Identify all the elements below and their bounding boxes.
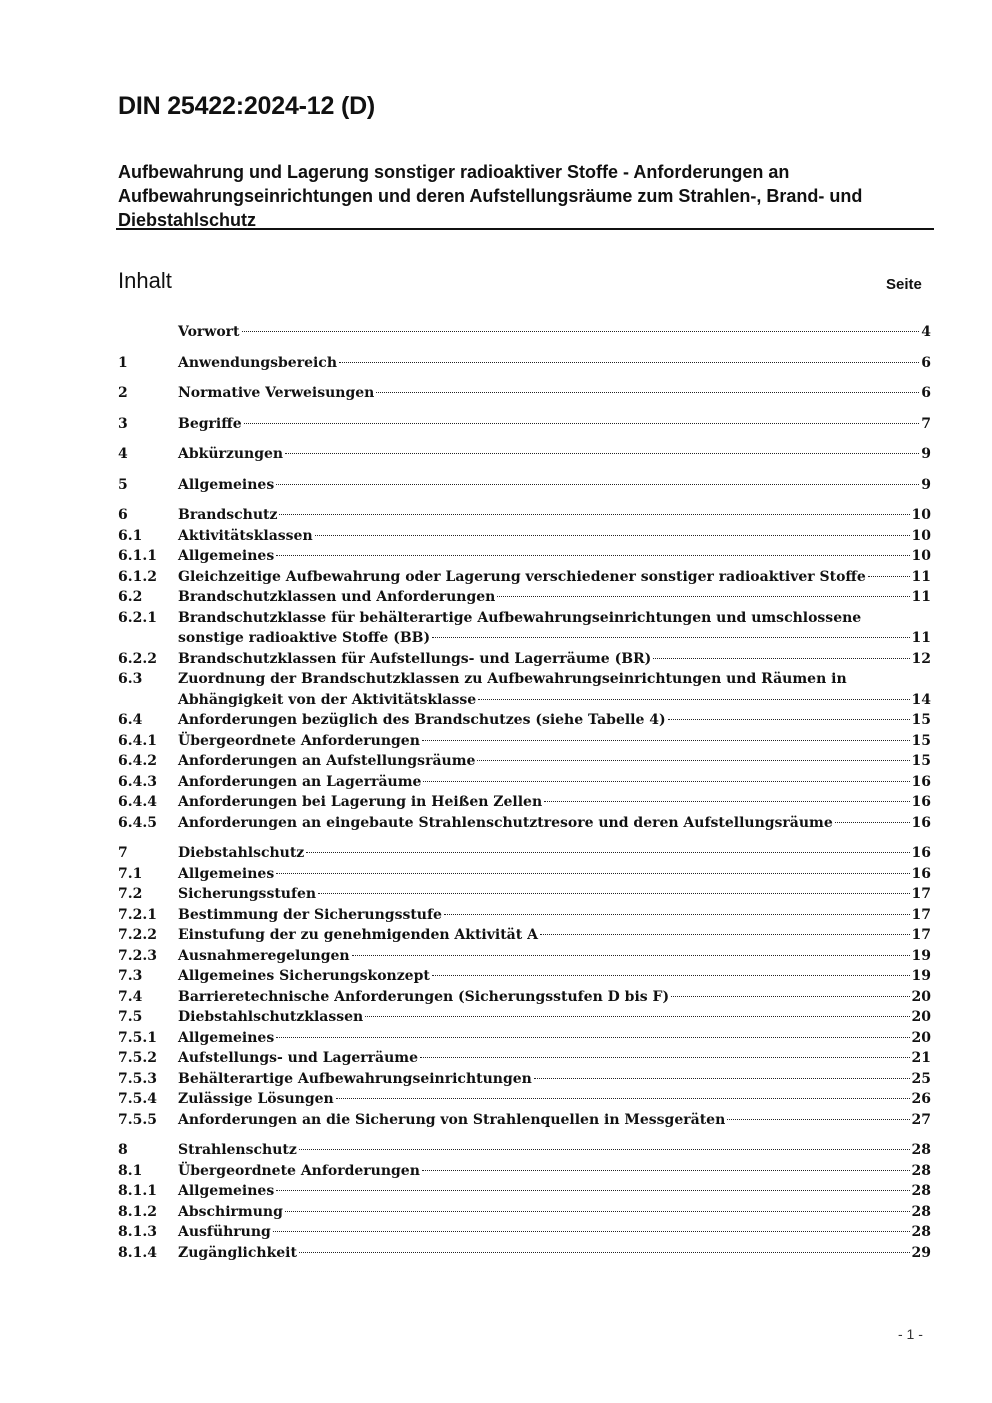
toc-entry-label: Anforderungen bezüglich des Brandschutzes (siehe Tabelle 4) (178, 712, 666, 728)
toc-leader-dots (276, 1190, 909, 1191)
toc-entry-number: 7.5 (118, 1009, 143, 1025)
toc-entry[interactable] (118, 1089, 931, 1110)
toc-entry-label: Aktivitätsklassen (178, 527, 313, 544)
toc-entry-label: Brandschutz (178, 507, 278, 523)
toc-leader-dots (668, 719, 910, 720)
toc-entry-label: Bestimmung der Sicherungsstufe (178, 906, 442, 923)
toc-entry-page: 6 (921, 385, 931, 401)
toc-leader-dots (339, 362, 919, 363)
toc-entry-number: 6.4.4 (118, 794, 157, 810)
toc-entry-number: 6 (118, 507, 128, 523)
toc-entry[interactable] (118, 864, 931, 885)
toc-entry-page: 28 (911, 1183, 931, 1199)
toc-entry[interactable] (118, 946, 931, 967)
toc-entry-label: Diebstahlschutzklassen (178, 1009, 364, 1025)
toc-entry-page: 28 (911, 1142, 931, 1158)
toc-entry-label: Brandschutzklassen für Aufstellungs- und Lagerräume (BR) (178, 650, 652, 667)
toc-entry-label: Zulässige Lösungen (178, 1091, 334, 1107)
toc-entry-number: 6.1.1 (118, 548, 157, 564)
toc-entry-number: 7.5.2 (118, 1050, 157, 1066)
toc-leader-dots (365, 1016, 909, 1017)
toc-entry-number: 1 (118, 354, 128, 371)
toc-entry-number: 3 (118, 415, 128, 432)
toc-leader-dots (376, 392, 919, 393)
toc-entry-label: Ausnahmeregelungen (178, 947, 350, 964)
toc-entry-page: 11 (911, 589, 931, 605)
toc-entry-number: 8 (118, 1142, 128, 1158)
toc-entry-page: 17 (911, 886, 931, 902)
toc-leader-dots (422, 740, 910, 741)
toc-leader-dots (835, 822, 910, 823)
toc-entry[interactable] (118, 792, 931, 813)
toc-entry-number: 6.2.2 (118, 650, 157, 667)
toc-entry[interactable] (118, 383, 931, 404)
toc-entry-label: Barrieretechnische Anforderungen (Sicherungsstufen D bis F) (178, 988, 670, 1005)
toc-entry-label-continuation: sonstige radioaktive Stoffe (BB) (178, 630, 431, 646)
toc-entry-label: Brandschutzklassen und Anforderungen (178, 589, 496, 605)
toc-entry-number: 6.2 (118, 589, 143, 605)
toc-entry-page: 11 (911, 568, 931, 585)
toc-entry-page: 10 (911, 548, 931, 564)
toc-entry-page: 11 (911, 630, 931, 646)
toc-leader-dots (420, 1057, 909, 1058)
toc-entry-page: 25 (911, 1070, 931, 1087)
toc-entry[interactable] (118, 444, 931, 465)
toc-entry[interactable] (118, 1069, 931, 1090)
toc-entry-label: Allgemeines (178, 865, 275, 882)
toc-entry-number: 6.3 (118, 671, 143, 687)
toc-entry-label: Ausführung (178, 1224, 271, 1240)
toc-entry-number: 6.4.1 (118, 732, 157, 749)
toc-entry-number: 6.1.2 (118, 568, 157, 585)
toc-entry[interactable] (118, 843, 931, 864)
toc-entry-label: Anforderungen an die Sicherung von Strahlenquellen in Messgeräten (178, 1111, 726, 1128)
toc-entry[interactable] (118, 567, 931, 588)
toc-entry[interactable] (118, 751, 931, 772)
toc-entry[interactable] (118, 731, 931, 752)
toc-entry-number: 7.4 (118, 988, 143, 1005)
toc-entry-page: 17 (911, 906, 931, 923)
toc-entry-label: Gleichzeitige Aufbewahrung oder Lagerung verschiedener sonstiger radioaktiver Stoffe (178, 568, 866, 585)
toc-entry[interactable] (118, 1140, 931, 1161)
toc-entry-page: 6 (921, 354, 931, 371)
toc-entry-page: 15 (911, 753, 931, 769)
toc-entry[interactable] (118, 813, 931, 834)
toc-entry[interactable] (118, 905, 931, 926)
toc-leader-dots (544, 801, 909, 802)
toc-entry[interactable] (118, 414, 931, 435)
toc-entry-page: 19 (911, 968, 931, 984)
toc-entry-number: 6.2.1 (118, 609, 157, 626)
toc-entry-page: 10 (911, 527, 931, 544)
toc-leader-dots (299, 1149, 910, 1150)
toc-entry-page: 16 (911, 865, 931, 882)
toc-entry-number: 7.2.2 (118, 927, 157, 943)
toc-entry-page: 29 (911, 1244, 931, 1261)
toc-entry[interactable] (118, 772, 931, 793)
toc-entry-number: 7.5.5 (118, 1111, 157, 1128)
toc-entry-number: 6.4 (118, 712, 143, 728)
toc-leader-dots (444, 914, 910, 915)
toc-entry[interactable] (118, 1202, 931, 1223)
toc-entry-number: 8.1 (118, 1162, 143, 1179)
toc-leader-dots (318, 893, 909, 894)
toc-leader-dots (540, 934, 910, 935)
toc-entry-page: 26 (911, 1091, 931, 1107)
toc-leader-dots (306, 852, 909, 853)
toc-leader-dots (285, 453, 919, 454)
toc-entry-label: Anforderungen an eingebaute Strahlenschutztresore und deren Aufstellungsräume (178, 814, 833, 831)
toc-entry-number: 5 (118, 476, 128, 493)
table-of-contents (118, 322, 931, 1263)
toc-entry[interactable] (118, 1181, 931, 1202)
toc-entry-page: 16 (911, 773, 931, 790)
toc-entry-page: 12 (911, 650, 931, 667)
toc-entry-label: Strahlenschutz (178, 1142, 297, 1158)
toc-entry-label: Abkürzungen (178, 446, 284, 462)
toc-entry-label: Anforderungen an Aufstellungsräume (178, 753, 476, 769)
document-title: Aufbewahrung und Lagerung sonstiger radioaktiver Stoffe - Anforderungen an Aufbewahrungseinrichtungen und deren Aufstellungsräume zum Strahlen-, Brand- und Diebstahlschutz (118, 162, 863, 230)
toc-entry[interactable] (118, 546, 931, 567)
toc-entry[interactable] (118, 1161, 931, 1182)
toc-entry-number: 8.1.3 (118, 1224, 157, 1240)
toc-entry-number: 7 (118, 845, 128, 861)
toc-leader-dots (727, 1119, 909, 1120)
toc-entry-number: 4 (118, 446, 128, 462)
toc-leader-dots (477, 760, 909, 761)
toc-entry-label: Brandschutzklasse für behälterartige Aufbewahrungseinrichtungen und umschlossene (178, 609, 862, 626)
document-id: DIN 25422:2024-12 (D) (118, 92, 376, 120)
toc-entry-label: Allgemeines (178, 476, 275, 493)
toc-entry-page: 27 (911, 1111, 931, 1128)
toc-entry[interactable] (118, 884, 931, 905)
toc-entry-label: Anwendungsbereich (178, 354, 337, 371)
toc-entry[interactable] (118, 1007, 931, 1028)
toc-entry-number: 2 (118, 385, 128, 401)
toc-entry-number: 7.2 (118, 886, 143, 902)
toc-entry-label: Allgemeines Sicherungskonzept (178, 968, 430, 984)
toc-leader-dots (299, 1252, 910, 1253)
toc-entry-label: Allgemeines (178, 1029, 275, 1046)
toc-entry-page: 16 (911, 845, 931, 861)
toc-entry[interactable] (118, 353, 931, 374)
toc-entry-number: 7.5.3 (118, 1070, 157, 1087)
toc-entry-page: 15 (911, 732, 931, 749)
toc-entry-page: 28 (911, 1203, 931, 1220)
toc-entry-label: Einstufung der zu genehmigenden Aktivität A (178, 927, 538, 943)
toc-entry-label: Diebstahlschutz (178, 845, 305, 861)
toc-entry-label: Aufstellungs- und Lagerräume (178, 1050, 419, 1066)
toc-entry-number: 8.1.4 (118, 1244, 157, 1261)
toc-leader-dots (478, 699, 909, 700)
toc-entry-label: Anforderungen an Lagerräume (178, 773, 422, 790)
toc-leader-dots (432, 975, 910, 976)
toc-leader-dots (276, 555, 909, 556)
toc-leader-dots (279, 514, 909, 515)
toc-entry[interactable] (118, 710, 931, 731)
toc-leader-dots (497, 596, 909, 597)
toc-entry-number: 6.4.3 (118, 773, 157, 790)
toc-entry-page: 15 (911, 712, 931, 728)
toc-leader-dots (315, 535, 910, 536)
toc-entry-page: 16 (911, 794, 931, 810)
toc-leader-dots (285, 1211, 910, 1212)
toc-entry-label: Allgemeines (178, 548, 275, 564)
toc-entry-page: 19 (911, 947, 931, 964)
toc-entry-label-continuation: Abhängigkeit von der Aktivitätsklasse (178, 691, 477, 708)
toc-leader-dots (276, 484, 919, 485)
toc-entry-page: 10 (911, 507, 931, 523)
footer-page-number: - 1 - (898, 1326, 923, 1342)
toc-entry-label: Sicherungsstufen (178, 886, 317, 902)
toc-entry[interactable] (118, 322, 931, 343)
toc-leader-dots (534, 1078, 910, 1079)
toc-entry-page: 20 (911, 1029, 931, 1046)
toc-entry-number: 6.4.5 (118, 814, 157, 831)
toc-entry[interactable] (118, 505, 931, 526)
toc-leader-dots (276, 873, 909, 874)
toc-entry-page: 9 (921, 446, 931, 462)
toc-leader-dots (868, 576, 910, 577)
toc-entry-page: 4 (921, 324, 931, 340)
toc-entry-label: Normative Verweisungen (178, 385, 375, 401)
toc-entry-page: 16 (911, 814, 931, 831)
toc-entry-page: 17 (911, 927, 931, 943)
toc-entry[interactable] (118, 1222, 931, 1243)
toc-entry[interactable] (118, 925, 931, 946)
toc-leader-dots (273, 1231, 910, 1232)
toc-entry-number: 6.1 (118, 527, 143, 544)
toc-leader-dots (242, 331, 920, 332)
toc-leader-dots (276, 1037, 909, 1038)
title-divider (116, 228, 934, 230)
toc-entry-number: 7.5.1 (118, 1029, 157, 1046)
toc-entry-number: 8.1.2 (118, 1203, 157, 1220)
toc-entry-page: 14 (911, 691, 931, 708)
toc-entry-label: Übergeordnete Anforderungen (178, 732, 420, 749)
toc-entry-label: Zuordnung der Brandschutzklassen zu Aufbewahrungseinrichtungen und Räumen in (178, 671, 847, 687)
toc-leader-dots (352, 955, 910, 956)
toc-entry-number: 7.2.3 (118, 947, 157, 964)
toc-entry-label: Übergeordnete Anforderungen (178, 1162, 420, 1179)
toc-entry-label: Behälterartige Aufbewahrungseinrichtungen (178, 1070, 532, 1087)
toc-entry-number: 7.2.1 (118, 906, 157, 923)
toc-page-column-label: Seite (886, 276, 922, 293)
toc-entry[interactable] (118, 987, 931, 1008)
toc-entry-number: 7.3 (118, 968, 143, 984)
toc-entry[interactable] (118, 1028, 931, 1049)
toc-heading: Inhalt (118, 268, 172, 293)
toc-entry[interactable] (118, 669, 931, 710)
toc-leader-dots (671, 996, 909, 997)
toc-entry-label: Allgemeines (178, 1183, 275, 1199)
toc-entry[interactable] (118, 649, 931, 670)
toc-leader-dots (422, 1170, 910, 1171)
toc-entry-page: 9 (921, 476, 931, 493)
toc-entry[interactable] (118, 1048, 931, 1069)
toc-entry-number: 6.4.2 (118, 753, 157, 769)
toc-entry[interactable] (118, 587, 931, 608)
toc-entry-number: 8.1.1 (118, 1183, 157, 1199)
toc-entry-page: 28 (911, 1224, 931, 1240)
toc-entry-label: Begriffe (178, 415, 242, 432)
toc-entry-label: Anforderungen bei Lagerung in Heißen Zellen (178, 794, 543, 810)
toc-leader-dots (653, 658, 909, 659)
toc-entry[interactable] (118, 526, 931, 547)
toc-entry-label: Vorwort (178, 324, 240, 340)
toc-leader-dots (244, 423, 920, 424)
toc-entry-page: 21 (911, 1050, 931, 1066)
toc-entry[interactable] (118, 608, 931, 649)
toc-entry-number: 7.1 (118, 865, 143, 882)
toc-entry[interactable] (118, 475, 931, 496)
toc-entry-label: Abschirmung (178, 1203, 283, 1220)
toc-entry[interactable] (118, 1110, 931, 1131)
toc-leader-dots (336, 1098, 910, 1099)
toc-entry-page: 7 (921, 415, 931, 432)
toc-entry-number: 7.5.4 (118, 1091, 157, 1107)
toc-entry-page: 28 (911, 1162, 931, 1179)
toc-entry[interactable] (118, 1243, 931, 1264)
toc-entry-page: 20 (911, 988, 931, 1005)
toc-entry[interactable] (118, 966, 931, 987)
toc-leader-dots (432, 637, 909, 638)
toc-entry-page: 20 (911, 1009, 931, 1025)
toc-entry-label: Zugänglichkeit (178, 1244, 297, 1261)
toc-leader-dots (423, 781, 909, 782)
